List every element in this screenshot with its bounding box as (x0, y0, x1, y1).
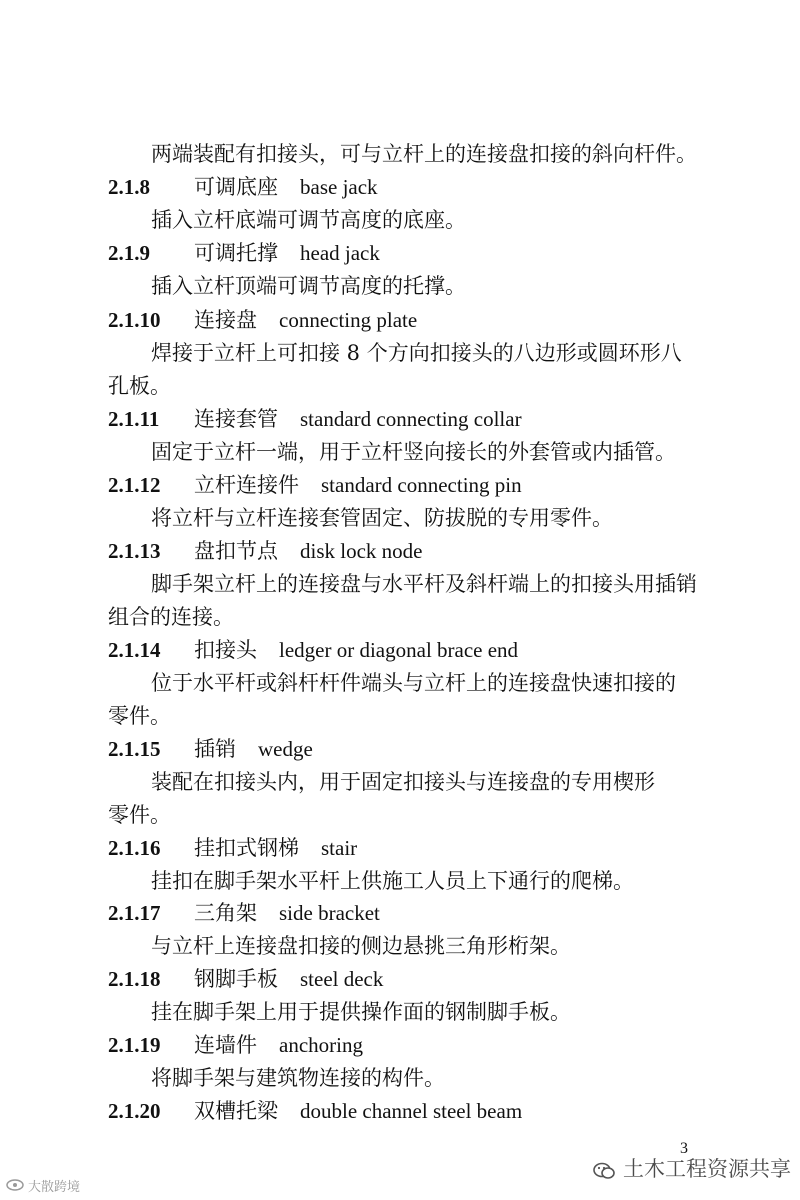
term-heading (108, 736, 313, 762)
term-chinese: 立杆连接件 (194, 473, 299, 497)
term-chinese: 盘扣节点 (194, 539, 278, 563)
brand-logo-icon (6, 1179, 24, 1194)
term-definition-continued: 零件。 (108, 704, 171, 728)
term-heading (108, 538, 422, 564)
term-english: double channel steel beam (300, 1099, 523, 1123)
term-definition: 插入立杆底端可调节高度的底座。 (151, 208, 466, 232)
term-definition-continued: 孔板。 (108, 374, 171, 398)
watermark-right-text: 土木工程资源共享 (623, 1157, 791, 1181)
term-chinese: 可调托撑 (194, 241, 278, 265)
clause-number: 2.1.17 (108, 901, 161, 925)
term-definition: 脚手架立杆上的连接盘与水平杆及斜杆端上的扣接头用插销 (151, 572, 697, 596)
clause-number: 2.1.19 (108, 1033, 161, 1057)
term-english: wedge (258, 737, 313, 761)
term-chinese: 连接套管 (194, 407, 278, 431)
term-definition: 装配在扣接头内，用于固定扣接头与连接盘的专用楔形 (151, 770, 655, 794)
term-chinese: 可调底座 (194, 175, 278, 199)
term-chinese: 连接盘 (194, 308, 257, 332)
term-definition: 挂在脚手架上用于提供操作面的钢制脚手板。 (151, 1000, 571, 1024)
term-definition: 位于水平杆或斜杆杆件端头与立杆上的连接盘快速扣接的 (151, 671, 676, 695)
term-definition: 将脚手架与建筑物连接的构件。 (151, 1066, 445, 1090)
term-english: base jack (300, 175, 378, 199)
clause-number: 2.1.13 (108, 539, 161, 563)
clause-number: 2.1.15 (108, 737, 161, 761)
clause-number: 2.1.16 (108, 836, 161, 860)
page-number: 3 (680, 1140, 688, 1157)
continuation-line: 两端装配有扣接头，可与立杆上的连接盘扣接的斜向杆件。 (151, 142, 697, 166)
term-english: standard connecting collar (300, 407, 522, 431)
term-english: anchoring (279, 1033, 363, 1057)
term-definition: 将立杆与立杆连接套管固定、防拔脱的专用零件。 (151, 506, 613, 530)
clause-number: 2.1.10 (108, 308, 161, 332)
term-heading (108, 307, 417, 333)
watermark-left (6, 1176, 80, 1195)
term-english: ledger or diagonal brace end (279, 638, 519, 662)
term-english: head jack (300, 241, 380, 265)
term-heading (108, 900, 380, 926)
watermark-left-text: 大散跨境 (28, 1179, 81, 1194)
term-chinese: 钢脚手板 (194, 967, 278, 991)
clause-number: 2.1.11 (108, 407, 160, 431)
term-definition: 挂扣在脚手架水平杆上供施工人员上下通行的爬梯。 (151, 869, 634, 893)
clause-number: 2.1.9 (108, 241, 150, 265)
term-definition: 与立杆上连接盘扣接的侧边悬挑三角形桁架。 (151, 934, 571, 958)
term-heading (108, 472, 522, 498)
term-english: disk lock node (300, 539, 423, 563)
clause-number: 2.1.12 (108, 473, 161, 497)
term-chinese: 挂扣式钢梯 (194, 836, 299, 860)
term-heading (108, 835, 357, 861)
term-definition-continued: 组合的连接。 (108, 605, 234, 629)
term-chinese: 三角架 (194, 901, 257, 925)
term-english: standard connecting pin (321, 473, 522, 497)
term-english: stair (321, 836, 358, 860)
term-chinese: 连墙件 (194, 1033, 257, 1057)
term-definition: 插入立杆顶端可调节高度的托撑。 (151, 274, 466, 298)
clause-number: 2.1.18 (108, 967, 161, 991)
term-heading (108, 174, 378, 200)
term-heading (108, 637, 518, 663)
term-english: steel deck (300, 967, 384, 991)
term-heading (108, 1098, 522, 1124)
term-chinese: 插销 (194, 737, 236, 761)
term-english: side bracket (279, 901, 380, 925)
watermark-right (593, 1153, 791, 1183)
term-definition: 焊接于立杆上可扣接 8 个方向扣接头的八边形或圆环形八 (151, 341, 682, 365)
wechat-icon (593, 1161, 615, 1179)
term-heading (108, 1032, 363, 1058)
clause-number: 2.1.14 (108, 638, 161, 662)
term-heading (108, 240, 380, 266)
term-heading (108, 966, 383, 992)
term-english: connecting plate (279, 308, 418, 332)
term-chinese: 双槽托梁 (194, 1099, 278, 1123)
clause-number: 2.1.20 (108, 1099, 161, 1123)
term-heading (108, 406, 522, 432)
clause-number: 2.1.8 (108, 175, 150, 199)
term-definition: 固定于立杆一端，用于立杆竖向接长的外套管或内插管。 (151, 440, 676, 464)
term-definition-continued: 零件。 (108, 803, 171, 827)
term-chinese: 扣接头 (194, 638, 257, 662)
